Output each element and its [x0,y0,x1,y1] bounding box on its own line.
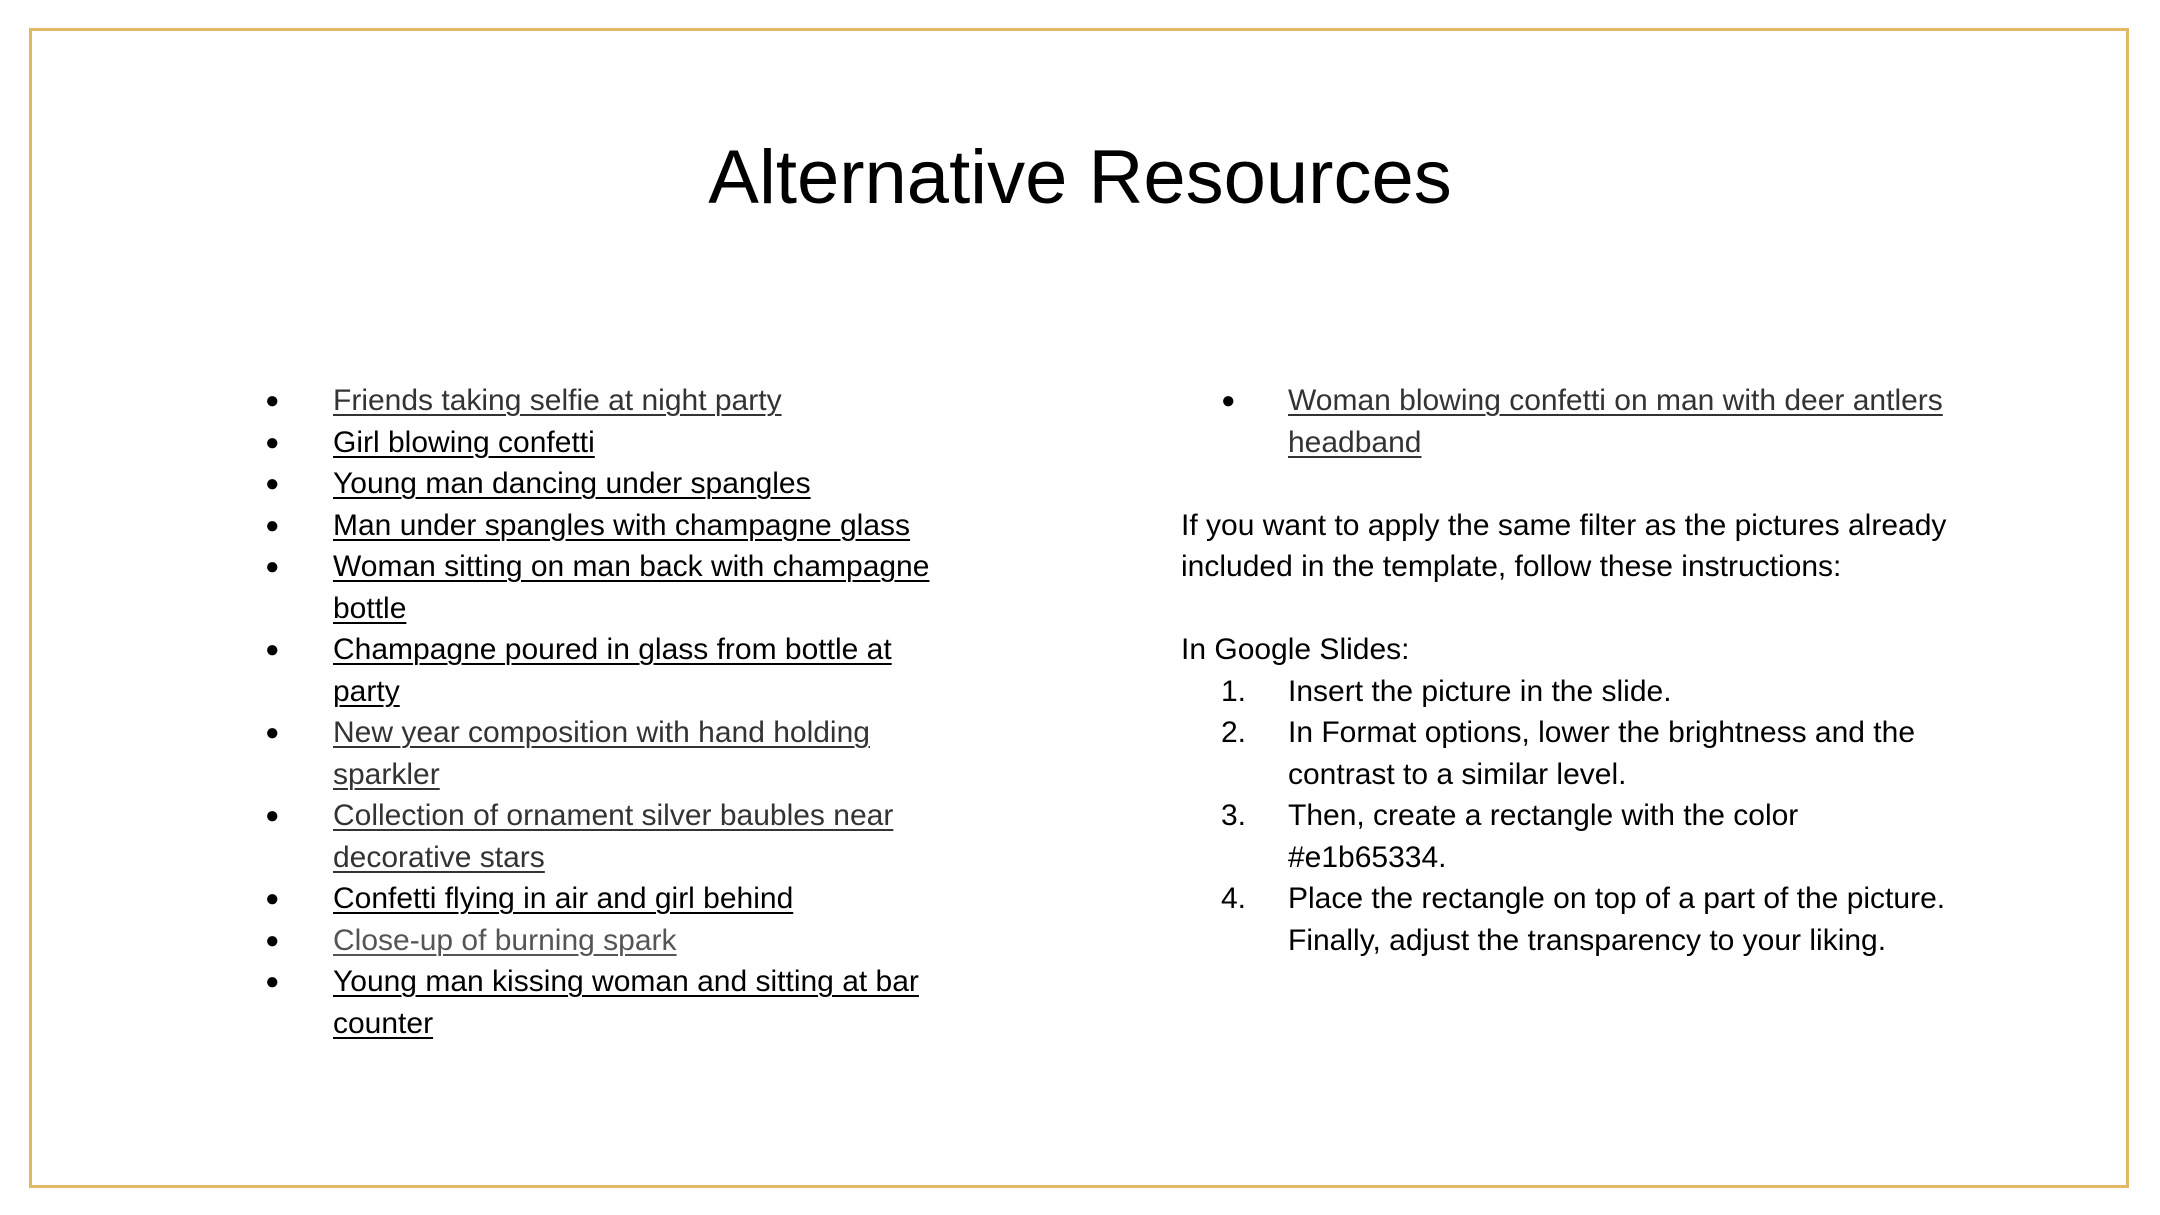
resource-link-new-year-sparkler[interactable]: New year composition with hand holding sparkler [333,716,870,791]
instruction-step [1181,795,1951,878]
resource-link-woman-champagne-bottle[interactable]: Woman sitting on man back with champagne bottle [333,550,930,625]
right-column [1181,380,1951,961]
step-text: Place the rectangle on top of a part of the picture. Finally, adjust the transparency to your liking. [1288,882,1946,957]
instruction-steps [1181,671,1951,962]
list-item [1181,380,1951,463]
list-item [265,546,945,629]
resource-link-friends-selfie[interactable]: Friends taking selfie at night party [333,384,782,417]
resource-link-burning-spark[interactable]: Close-up of burning spark [333,923,677,957]
list-item [265,422,945,464]
instruction-step [1181,671,1951,713]
list-item [265,795,945,878]
step-number: 4. [1221,882,1247,915]
bullet-icon: ● [265,470,280,497]
step-number: 1. [1221,674,1247,708]
resource-link-young-man-kissing[interactable]: Young man kissing woman and sitting at bar counter [333,965,919,1040]
instruction-step [1181,878,1951,961]
left-column [265,380,945,1044]
bullet-icon: ● [265,802,280,829]
resource-link-list [265,380,945,1044]
step-text: Insert the picture in the slide. [1288,674,1672,708]
list-item [265,629,945,712]
resource-link-champagne-poured[interactable]: Champagne poured in glass from bottle at party [333,633,892,708]
slide-title: Alternative Resources [708,135,1452,220]
instruction-step [1181,712,1951,795]
list-item [265,961,945,1044]
step-text: Then, create a rectangle with the color #e1b65334. [1288,799,1799,874]
bullet-icon: ● [265,553,280,580]
spacer [1181,463,1951,505]
instructions-intro: If you want to apply the same filter as the pictures already included in the template, follow these instructions: [1181,508,1947,583]
bullet-icon: ● [265,387,280,414]
bullet-icon: ● [265,968,280,995]
resource-link-girl-confetti[interactable]: Girl blowing confetti [333,425,595,459]
list-item [265,463,945,505]
step-number: 2. [1221,716,1247,749]
bullet-icon: ● [265,885,280,912]
bullet-icon: ● [265,428,280,456]
list-item [265,380,945,422]
step-number: 3. [1221,799,1247,832]
resource-link-young-man-dancing[interactable]: Young man dancing under spangles [333,467,811,500]
bullet-icon: ● [1221,387,1236,414]
resource-link-woman-antlers[interactable]: Woman blowing confetti on man with deer antlers headband [1288,384,1943,459]
list-item [265,505,945,547]
resource-link-confetti-flying[interactable]: Confetti flying in air and girl behind [333,882,794,915]
list-item [265,878,945,920]
instructions-heading: In Google Slides: [1181,633,1410,666]
step-text: In Format options, lower the brightness and the contrast to a similar level. [1288,716,1916,791]
resource-link-man-champagne-glass[interactable]: Man under spangles with champagne glass [333,508,911,542]
list-item [265,712,945,795]
spacer [1181,588,1951,630]
list-item [265,920,945,962]
bullet-icon: ● [265,926,280,954]
bullet-icon: ● [265,719,280,746]
bullet-icon: ● [265,636,280,663]
resource-link-silver-baubles[interactable]: Collection of ornament silver baubles near decorative stars [333,799,894,874]
bullet-icon: ● [265,511,280,539]
resource-link-list-right [1181,380,1951,463]
